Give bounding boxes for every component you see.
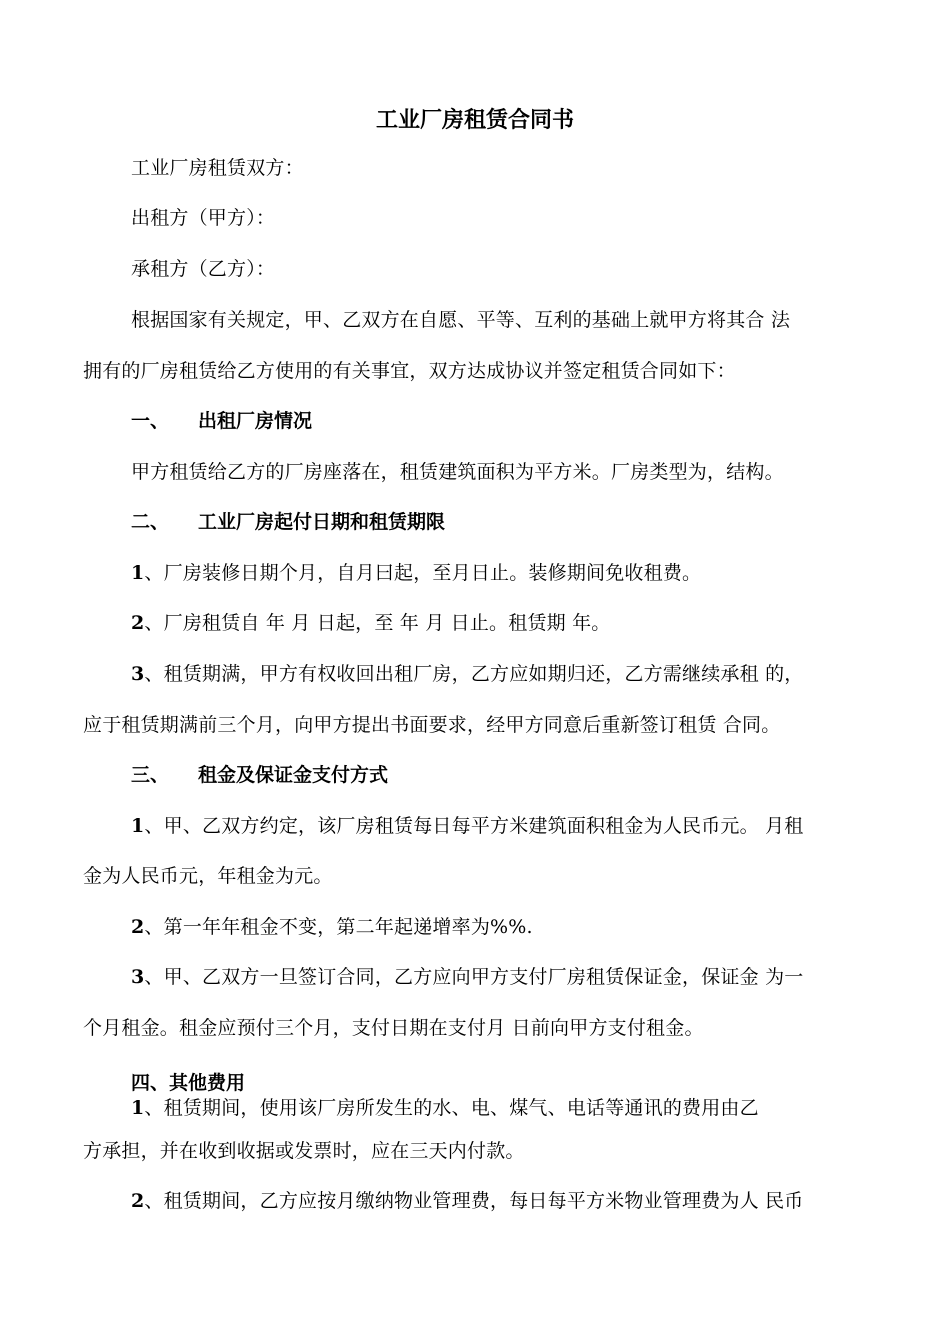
clause-number: 1 <box>131 1097 145 1119</box>
clause-text: 、租赁期满，甲方有权收回出租厂房，乙方应如期归还，乙方需继续承租 的， <box>144 663 804 685</box>
lessee-line: 承租方（乙方）： <box>131 258 276 280</box>
clause-3-3-continued: 个月租金。租金应预付三个月，支付日期在支付月 日前向甲方支付租金。 <box>83 1017 704 1039</box>
clause-3-3 <box>131 965 803 989</box>
clause-3-2 <box>131 915 533 939</box>
clause-number: 3 <box>131 663 145 685</box>
document-title: 工业厂房租赁合同书 <box>375 108 574 133</box>
clause-text: 、厂房装修日期个月，自月曰起，至月日止。装修期间免收租费。 <box>144 562 702 584</box>
clause-text: 、租赁期间，使用该厂房所发生的水、电、煤气、电话等通讯的费用由乙 <box>144 1097 759 1119</box>
section-2-heading: 工业厂房起付日期和租赁期限 <box>198 511 446 533</box>
section-1-number: 一、 <box>131 410 170 432</box>
clause-text: 、甲、乙双方约定，该厂房租赁每日每平方米建筑面积租金为人民币元。 月租 <box>144 815 804 837</box>
section-1-heading: 出租厂房情况 <box>198 410 313 432</box>
clause-number: 2 <box>131 916 145 938</box>
clause-number: 3 <box>131 966 145 988</box>
lessor-line: 出租方（甲方）： <box>131 207 276 229</box>
clause-4-1 <box>131 1096 759 1120</box>
clause-number: 1 <box>131 815 145 837</box>
clause-2-3 <box>131 662 803 686</box>
section-3-number: 三、 <box>131 764 170 786</box>
clause-3-1 <box>131 814 803 838</box>
preamble-line-2: 拥有的厂房租赁给乙方使用的有关事宜，双方达成协议并签定租赁合同如下： <box>83 360 736 382</box>
section-3-heading: 租金及保证金支付方式 <box>198 764 389 786</box>
clause-number: 2 <box>131 1190 145 1212</box>
preamble-line-1: 根据国家有关规定，甲、乙双方在自愿、平等、互利的基础上就甲方将其合 法 <box>131 309 791 331</box>
parties-intro: 工业厂房租赁双方： <box>131 157 304 179</box>
clause-text: 、第一年年租金不变，第二年起递增率为%%. <box>144 916 533 938</box>
clause-4-2 <box>131 1189 803 1213</box>
clause-2-3-continued: 应于租赁期满前三个月，向甲方提出书面要求，经甲方同意后重新签订租赁 合同。 <box>83 714 781 736</box>
clause-number: 1 <box>131 562 145 584</box>
clause-4-1-continued: 方承担，并在收到收据或发票时，应在三天内付款。 <box>83 1140 525 1162</box>
section-2-number: 二、 <box>131 511 170 533</box>
clause-2-1 <box>131 561 701 585</box>
section-1-body: 甲方租赁给乙方的厂房座落在，租赁建筑面积为平方米。厂房类型为，结构。 <box>131 461 784 483</box>
clause-2-2 <box>131 611 611 635</box>
clause-text: 、厂房租赁自 年 月 日起，至 年 月 日止。租赁期 年。 <box>144 612 611 634</box>
clause-text: 、甲、乙双方一旦签订合同，乙方应向甲方支付厂房租赁保证金，保证金 为一 <box>144 966 804 988</box>
section-4-heading: 四、其他费用 <box>131 1072 246 1094</box>
clause-text: 、租赁期间，乙方应按月缴纳物业管理费，每日每平方米物业管理费为人 民币 <box>144 1190 804 1212</box>
clause-number: 2 <box>131 612 145 634</box>
clause-3-1-continued: 金为人民币元，年租金为元。 <box>83 865 333 887</box>
